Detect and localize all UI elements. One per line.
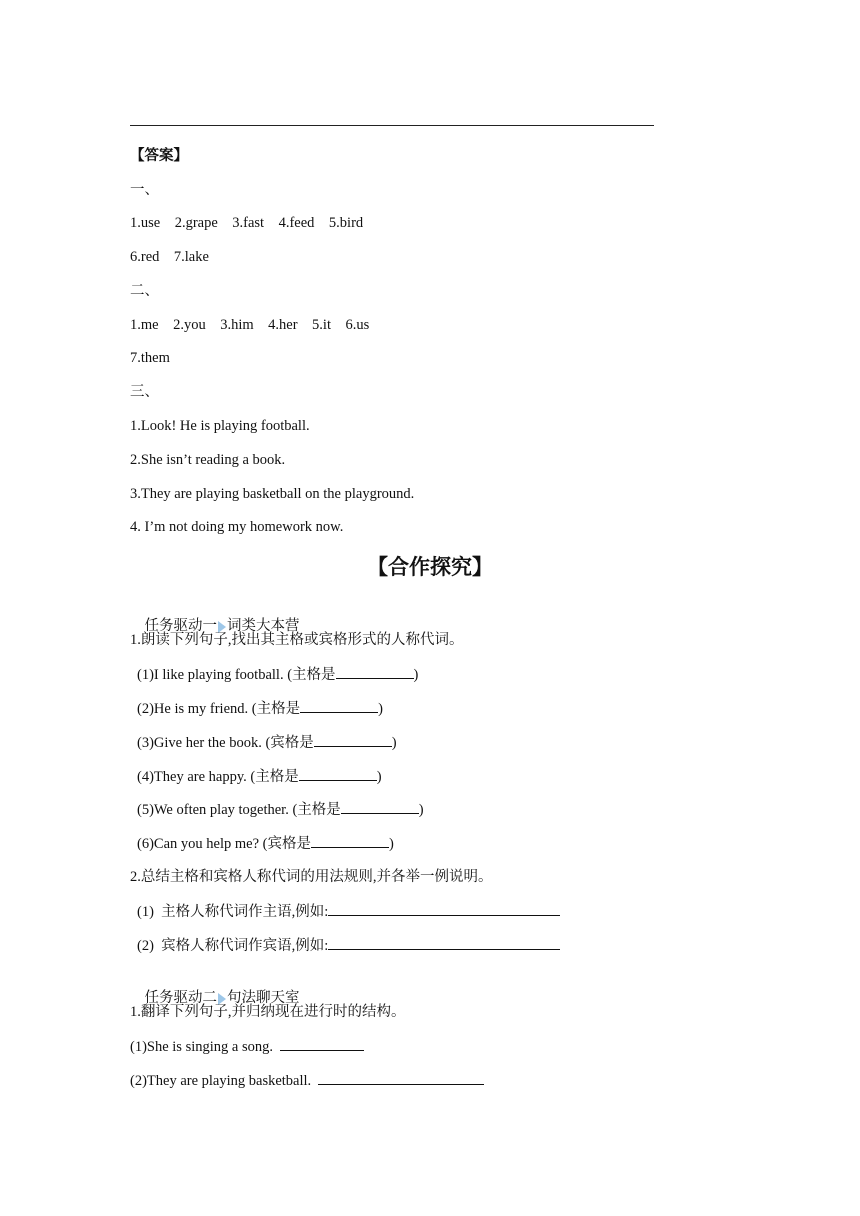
task1-item-text: (1)I like playing football. (主格是 (137, 667, 336, 683)
sentence-text: (1)She is singing a song. (130, 1039, 281, 1055)
answer-part2-row2: 7.them (130, 350, 170, 366)
task2-sentence (130, 1070, 484, 1091)
answer-blank[interactable] (336, 664, 414, 679)
task1-item-close: ) (388, 836, 394, 852)
answer-part1-row2: 6.red 7.lake (130, 249, 209, 265)
task1-item-close: ) (391, 735, 397, 751)
answer-part3-item: 3.They are playing basketball on the playground. (130, 486, 415, 502)
task1-item (137, 799, 424, 820)
answer-blank[interactable] (328, 901, 560, 916)
rule2-text: (2) 宾格人称代词作宾语,例如: (137, 938, 329, 954)
task1-item (137, 766, 382, 787)
answer-part3-item: 1.Look! He is playing football. (130, 418, 310, 434)
task2-prefix: 任务驱动二 (144, 990, 217, 1006)
answer-part3-item: 4. I’m not doing my homework now. (130, 519, 344, 535)
task1-item-text: (5)We often play together. (主格是 (137, 802, 341, 818)
task1-rule1 (137, 901, 560, 922)
task1-item (137, 732, 397, 753)
task1-rule2 (137, 935, 560, 956)
task2-question1: 1.翻译下列句子,并归纳现在进行时的结构。 (130, 1004, 406, 1020)
answer-blank[interactable] (341, 799, 419, 814)
answer-part2-row1: 1.me 2.you 3.him 4.her 5.it 6.us (130, 317, 370, 333)
task1-item-close: ) (378, 701, 383, 717)
rule1-text: (1) 主格人称代词作主语,例如: (137, 904, 329, 920)
answer-blank[interactable] (318, 1070, 484, 1085)
task1-item-close: ) (376, 769, 382, 785)
task2-title: 句法聊天室 (227, 990, 300, 1006)
cooperation-heading: 【合作探究】 (367, 555, 493, 579)
answer-blank[interactable] (280, 1036, 364, 1051)
task1-item-close: ) (413, 667, 419, 683)
task1-prefix: 任务驱动一 (144, 618, 217, 634)
task1-title: 词类大本营 (227, 618, 300, 634)
task1-item-text: (3)Give her the book. (宾格是 (137, 735, 314, 751)
task1-question1: 1.朗读下列句子,找出其主格或宾格形式的人称代词。 (130, 632, 464, 648)
task1-item-text: (2)He is my friend. (主格是 (137, 701, 301, 717)
task2-sentence (130, 1036, 364, 1057)
task1-item-text: (6)Can you help me? (宾格是 (137, 836, 311, 852)
answer-blank[interactable] (300, 698, 378, 713)
answer-part3-item: 2.She isn’t reading a book. (130, 452, 286, 468)
task1-question2: 2.总结主格和宾格人称代词的用法规则,并各举一例说明。 (130, 869, 493, 885)
answer-blank[interactable] (328, 935, 560, 950)
answer-blank[interactable] (314, 732, 392, 747)
top-divider (130, 125, 654, 126)
task1-item (137, 698, 383, 719)
task1-item (137, 664, 418, 685)
answer-blank[interactable] (311, 833, 389, 848)
task1-item (137, 833, 394, 854)
answer-part2-label: 二、 (130, 283, 159, 299)
answer-title: 【答案】 (130, 148, 188, 164)
answer-blank[interactable] (299, 766, 377, 781)
answer-part1-label: 一、 (130, 182, 159, 198)
task1-item-text: (4)They are happy. (主格是 (137, 769, 299, 785)
task1-item-close: ) (418, 802, 424, 818)
sentence-text: (2)They are playing basketball. (130, 1073, 319, 1089)
answer-part3-label: 三、 (130, 384, 159, 400)
answer-part1-row1: 1.use 2.grape 3.fast 4.feed 5.bird (130, 215, 364, 231)
